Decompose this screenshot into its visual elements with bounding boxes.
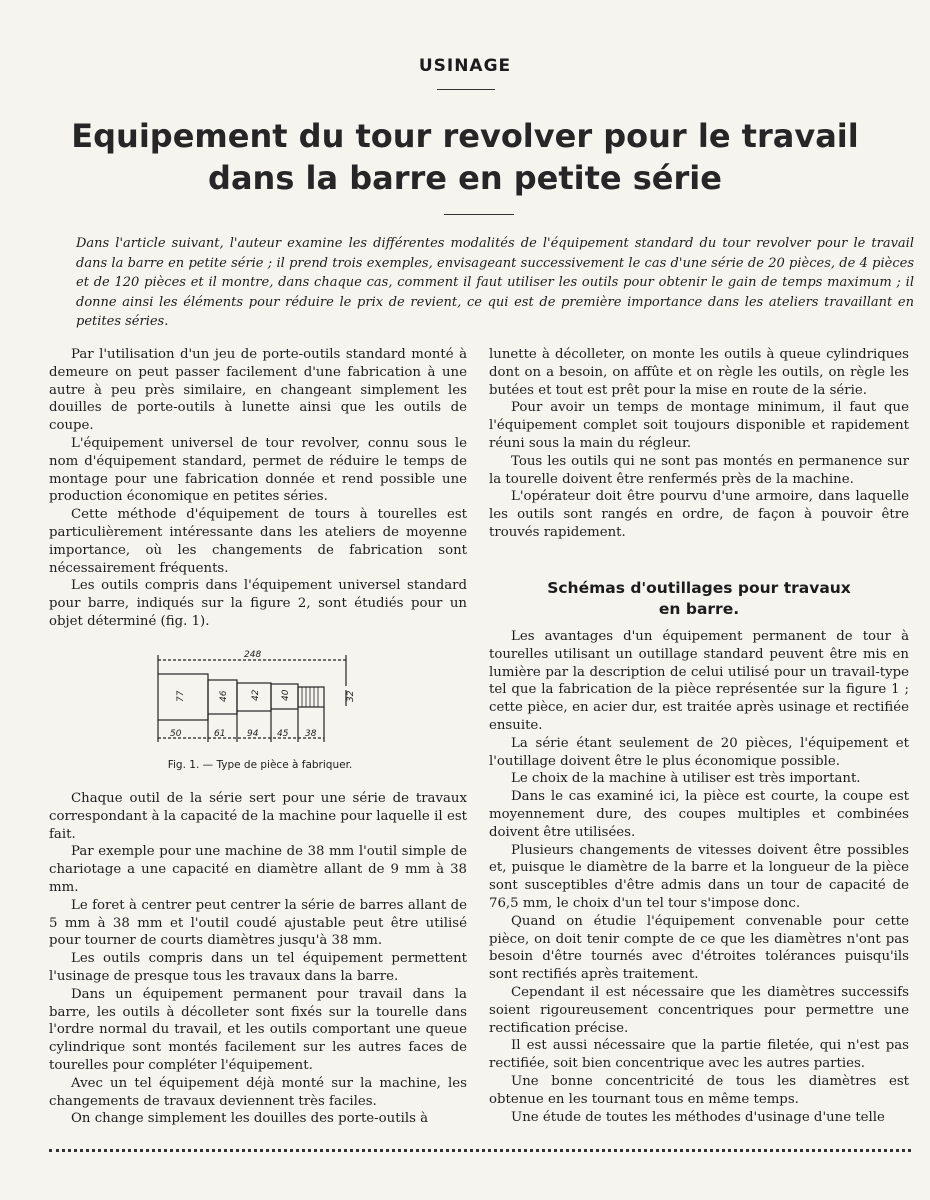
paragraph: lunette à décolleter, on monte les outils à queue cylindriques dont on a besoin, on affûte et on règle les outils, on règle les butées et tout est prêt pour la mise en route de la série.	[489, 347, 909, 398]
paragraph: Une bonne concentricité de tous les diamètres est obtenue en les tournant tous en même temps.	[489, 1073, 909, 1107]
paragraph: Une étude de toutes les méthodes d'usinage d'une telle	[511, 1109, 885, 1125]
subheading-line-1: Schémas d'outillages pour travaux	[547, 579, 851, 597]
diameter-label: 46	[219, 690, 229, 702]
paragraph: Pour avoir un temps de montage minimum, il faut que l'équipement complet soit toujours disponible et rapidement réuni sous la main du régleur.	[489, 400, 909, 451]
paragraph: Tous les outils qui ne sont pas montés en permanence sur la tourelle doivent être renfermés près de la machine.	[489, 453, 909, 487]
title-line-1: Equipement du tour revolver pour le travail	[71, 117, 859, 155]
header-rule	[437, 89, 495, 90]
length-label: 45	[277, 729, 289, 739]
paragraph: Les outils compris dans l'équipement universel standard pour barre, indiqués sur la figure 2, sont étudiés pour un objet déterminé (fig. 1).	[49, 578, 467, 629]
title-rule	[444, 214, 514, 215]
paragraph: Le foret à centrer peut centrer la série de barres allant de 5 mm à 38 mm et l'outil coudé ajustable peut être utilisé pour tourner de courts diamètres jusqu'à 38 mm.	[49, 897, 467, 949]
overall-length-label: 248	[244, 650, 262, 660]
title-line-2: dans la barre en petite série	[208, 159, 722, 197]
article-title	[30, 115, 900, 199]
paragraph: Avec un tel équipement déjà monté sur la machine, les changements de travaux deviennent très faciles.	[49, 1075, 467, 1109]
paragraph: Il est aussi nécessaire que la partie filetée, qui n'est pas rectifiée, soit bien concentrique avec les autres parties.	[489, 1038, 909, 1072]
paragraph: Par exemple pour une machine de 38 mm l'outil simple de chariotage a une capacité en diamètre allant de 9 mm à 38 mm.	[49, 844, 467, 895]
section-heading: USINAGE	[418, 56, 512, 76]
diameter-label: 42	[251, 689, 261, 701]
abstract: Dans l'article suivant, l'auteur examine les différentes modalités de l'équipement standard du tour revolver pour le travail dans la barre en petite série ; il prend trois exemples, envisageant successivement le cas d'une série de 20 pièces, de 4 pièces et de 120 pièces et il montre, dans chaque cas, comment il faut utiliser les outils pour obtenir le gain de temps maximum ; il donne ainsi les éléments pour réduire le prix de revient, ce qui est de première importance dans les ateliers travaillant en petites séries.	[76, 236, 914, 330]
paragraph: Les outils compris dans un tel équipement permettent l'usinage de presque tous les travaux dans la barre.	[49, 951, 467, 984]
length-label: 94	[247, 729, 259, 739]
paragraph: Cependant il est nécessaire que les diamètres successifs soient rigoureusement concentriques pour permettre une rectification précise.	[489, 984, 909, 1036]
paragraph: L'équipement universel de tour revolver, connu sous le nom d'équipement standard, permet de réduire le temps de montage pour une fabrication donnée et rend possible une production économique en petites séries.	[49, 435, 467, 505]
diameter-label: 32	[346, 690, 356, 702]
length-label: 38	[305, 729, 317, 739]
paragraph: L'opérateur doit être pourvu d'une armoire, dans laquelle les outils sont rangés en ordre, de façon à pouvoir être trouvés rapidement.	[489, 489, 909, 540]
length-label: 61	[214, 729, 226, 739]
left-column-bottom	[49, 790, 467, 1128]
paragraph: Quand on étudie l'équipement convenable pour cette pièce, on doit tenir compte de ce que les diamètres n'ont pas besoin d'être tournés avec d'étroites tolérances puisqu'ils sont rectifiés après traitement.	[489, 913, 909, 983]
paragraph: Cette méthode d'équipement de tours à tourelles est particulièrement intéressante dans les ateliers de moyenne importance, où les changements de fabrication sont nécessairement fréquents.	[49, 507, 467, 576]
footer-rule	[49, 1149, 911, 1152]
paragraph: Par l'utilisation d'un jeu de porte-outils standard monté à demeure on peut passer facilement d'une fabrication à une autre à peu près similaire, en changeant simplement les douilles de porte-outils à lunette ainsi que les outils de coupe.	[49, 347, 467, 434]
paragraph: Dans le cas examiné ici, la pièce est courte, la coupe est moyennement dure, des coupes multiples et combinées doivent être utilisées.	[489, 789, 909, 840]
right-column-top	[489, 346, 909, 542]
paragraph: Les avantages d'un équipement permanent de tour à tourelles utilisant un outillage standard peuvent être mis en lumière par la description de celui utilisé pour un travail-type tel que la fabrication de la pièce représentée sur la figure 1 ; cette pièce, en acier dur, est traitée après usinage et rectifiée ensuite.	[489, 629, 909, 733]
diameter-label: 77	[176, 690, 186, 702]
subheading-line-2: en barre.	[658, 600, 740, 618]
figure-caption: Fig. 1. — Type de pièce à fabriquer.	[167, 759, 353, 771]
diameter-label: 40	[281, 689, 291, 701]
right-column-bottom	[489, 628, 909, 1126]
paragraph: Le choix de la machine à utiliser est très important.	[511, 771, 861, 787]
paragraph: Chaque outil de la série sert pour une série de travaux correspondant à la capacité de la machine pour laquelle il est fait.	[49, 791, 467, 842]
paragraph: Plusieurs changements de vitesses doivent être possibles et, puisque le diamètre de la barre et la longueur de la pièce sont susceptibles d'être admis dans un tour de capacité de 76,5 mm, le choix d'un tel tour s'impose donc.	[489, 842, 909, 911]
paragraph: On change simplement les douilles des porte-outils à	[71, 1111, 429, 1127]
left-column-top	[49, 346, 467, 631]
subheading	[489, 578, 909, 620]
paragraph: Dans un équipement permanent pour travail dans la barre, les outils à décolleter sont fixés sur la tourelle dans l'ordre normal du travail, et les outils comportant une queue cylindrique sont montés facilement sur les autres faces de tourelles pour compléter l'équipement.	[49, 986, 467, 1073]
figure-part-drawing	[150, 646, 370, 748]
length-label: 50	[170, 729, 182, 739]
paragraph: La série étant seulement de 20 pièces, l'équipement et l'outillage doivent être le plus économique possible.	[489, 735, 909, 769]
